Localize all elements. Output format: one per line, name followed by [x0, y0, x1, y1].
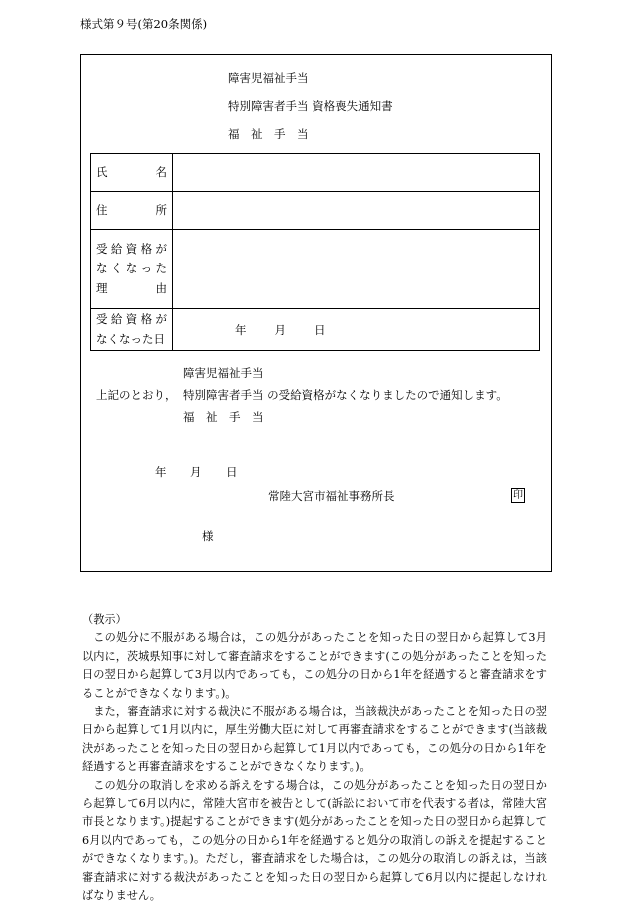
- allowance-line-1: 障害児福祉手当: [183, 366, 264, 380]
- form-number: 様式第９号(第20条関係): [80, 17, 208, 31]
- date-label: 受 給 資 格 が なくなった日: [91, 309, 173, 351]
- notice-paragraph-3: この処分の取消しを求める訴えをする場合は，この処分があったことを知った日の翌日から起算して6月以内に，常陸大宮市を被告として(訴訟において市を代表する者は，常陸大宮市長となります。)提起することができます(処分があったことを知った日の翌日から起算して6月以内であっても，この処分の日から1年を経過すると処分の取消しの訴えを提起することができなくなります。)。ただし，審査請求をした場合は，この処分の取消しの訴えは，当該審査請求に対する裁決があったことを知った日の翌日から起算して6月以内に提起しなければなりません。: [82, 778, 547, 903]
- notice-heading: （教示）: [82, 613, 127, 626]
- reason-field[interactable]: [173, 230, 540, 309]
- address-label: 住 所: [91, 192, 173, 230]
- issue-date-day: 日: [226, 465, 238, 479]
- seal-mark: 印: [513, 490, 523, 501]
- allowance-line-3: 福 祉 手 当: [183, 410, 264, 424]
- title-allowance-2: 特別障害者手当 資格喪失通知書: [228, 99, 393, 113]
- recipient-info-table: [90, 153, 540, 351]
- address-field[interactable]: [173, 192, 540, 230]
- title-allowance-3: 福 祉 手 当: [228, 127, 309, 141]
- issuer-name: 常陸大宮市福祉事務所長: [268, 489, 395, 503]
- notice-paragraph-2: また，審査請求に対する裁決に不服がある場合は，当該裁決があったことを知った日の翌日から起算して1月以内に，厚生労働大臣に対して再審査請求をすることができます(当該裁決があったことを知った日の翌日から起算して1月以内であっても，この処分の日から1年を経過すると再審査請求をすることができなくなります。)。: [82, 705, 547, 774]
- issue-date-year: 年: [155, 465, 167, 479]
- statement-prefix: 上記のとおり，: [96, 388, 177, 402]
- title-allowance-1: 障害児福祉手当: [228, 71, 309, 85]
- appeal-notice: [82, 611, 547, 906]
- issue-date-month: 月: [190, 465, 202, 479]
- notice-paragraph-1: この処分に不服がある場合は，この処分があったことを知った日の翌日から起算して3月以内に，茨城県知事に対して審査請求をすることができます(この処分があったことを知った日の翌日から起算して3月以内であっても，この処分の日から1年を経過すると審査請求をすることができなくなります。)。: [82, 631, 547, 700]
- name-field[interactable]: [173, 154, 540, 192]
- statement-text: 特別障害者手当 の受給資格がなくなりましたので通知します。: [183, 388, 508, 402]
- date-field[interactable]: 年 月 日: [173, 309, 540, 351]
- reason-label: 受 給 資 格 が な く な っ た 理 由: [91, 230, 173, 309]
- name-label: 氏 名: [91, 154, 173, 192]
- recipient-suffix: 様: [202, 529, 214, 543]
